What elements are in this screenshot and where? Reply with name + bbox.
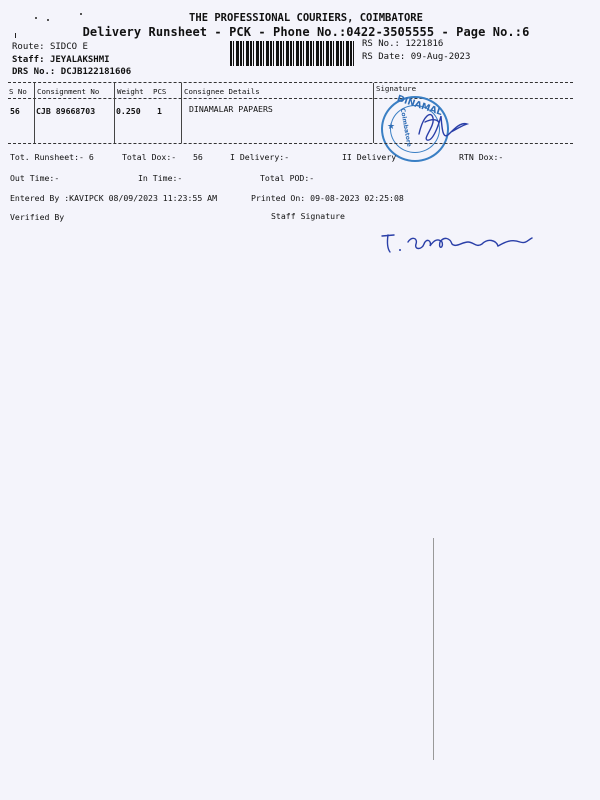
total-runsheet: Tot. Runsheet:- 6 bbox=[10, 152, 94, 162]
route-value: SIDCO E bbox=[49, 42, 88, 52]
table-top-rule bbox=[8, 82, 573, 83]
table-header-rule bbox=[8, 98, 573, 99]
signature-stroke bbox=[419, 115, 467, 141]
rs-date-label: RS Date: bbox=[362, 52, 406, 62]
scan-artifact-line bbox=[433, 538, 434, 760]
signature-stroke bbox=[425, 120, 439, 122]
route-line bbox=[12, 42, 88, 52]
company-title: THE PROFESSIONAL COURIERS, COIMBATORE bbox=[189, 12, 423, 24]
col-header-consignment: Consignment No bbox=[37, 87, 100, 96]
col-header-pcs: PCS bbox=[153, 87, 167, 96]
staff-line bbox=[12, 55, 110, 65]
rs-date-line bbox=[362, 52, 470, 62]
rs-no-value: 1221816 bbox=[405, 39, 444, 49]
printed-on: Printed On: 09-08-2023 02:25:08 bbox=[251, 193, 404, 203]
staff-label: Staff: bbox=[12, 55, 45, 65]
drs-label: DRS No.: bbox=[12, 67, 56, 77]
column-divider bbox=[34, 83, 35, 143]
staff-handwritten-signature bbox=[378, 228, 538, 258]
star-icon: ★ bbox=[387, 122, 396, 132]
total-dox-label: Total Dox:- bbox=[122, 152, 177, 162]
rs-no-line bbox=[362, 39, 443, 49]
in-time: In Time:- bbox=[138, 173, 183, 183]
runsheet-title: Delivery Runsheet - PCK - Phone No.:0422-3505555 - Page No.:6 bbox=[82, 25, 530, 39]
rs-date-value: 09-Aug-2023 bbox=[410, 52, 471, 62]
row-weight: 0.250 bbox=[116, 106, 141, 116]
col-header-sno: S No bbox=[9, 87, 27, 96]
stamp-side-text: Coimbatore bbox=[398, 107, 413, 148]
total-dox-value: 56 bbox=[193, 152, 203, 162]
entered-by: Entered By :KAVIPCK 08/09/2023 11:23:55 AM bbox=[10, 193, 218, 203]
route-label: Route: bbox=[12, 42, 45, 52]
i-delivery: I Delivery:- bbox=[230, 152, 290, 162]
barcode bbox=[230, 41, 355, 66]
column-divider bbox=[114, 83, 115, 143]
ii-delivery: II Delivery bbox=[342, 152, 397, 162]
signature-stroke bbox=[408, 238, 532, 249]
row-sno: 56 bbox=[10, 106, 20, 116]
row-consignment: CJB 89668703 bbox=[36, 106, 96, 116]
signature-stroke bbox=[382, 235, 394, 252]
column-divider bbox=[181, 83, 182, 143]
staff-value: JEYALAKSHMI bbox=[49, 55, 110, 65]
out-time: Out Time:- bbox=[10, 173, 60, 183]
signature-dot bbox=[399, 249, 401, 251]
column-divider bbox=[373, 83, 374, 143]
verified-by: Verified By bbox=[10, 212, 65, 222]
drs-line bbox=[12, 67, 131, 77]
table-bottom-rule bbox=[8, 143, 573, 144]
stamp-top-text: DINAMAL bbox=[395, 93, 444, 119]
total-pod: Total POD:- bbox=[260, 173, 315, 183]
row-consignee: DINAMALAR PAPAERS bbox=[189, 104, 273, 114]
row-pcs: 1 bbox=[157, 106, 162, 116]
col-header-consignee: Consignee Details bbox=[184, 87, 260, 96]
rtn-dox: RTN Dox:- bbox=[459, 152, 504, 162]
drs-value: DCJB122181606 bbox=[60, 67, 132, 77]
col-header-weight: Weight bbox=[117, 87, 144, 96]
col-header-signature: Signature bbox=[376, 84, 417, 93]
rs-no-label: RS No.: bbox=[362, 39, 400, 49]
staff-signature-label: Staff Signature bbox=[271, 211, 345, 221]
